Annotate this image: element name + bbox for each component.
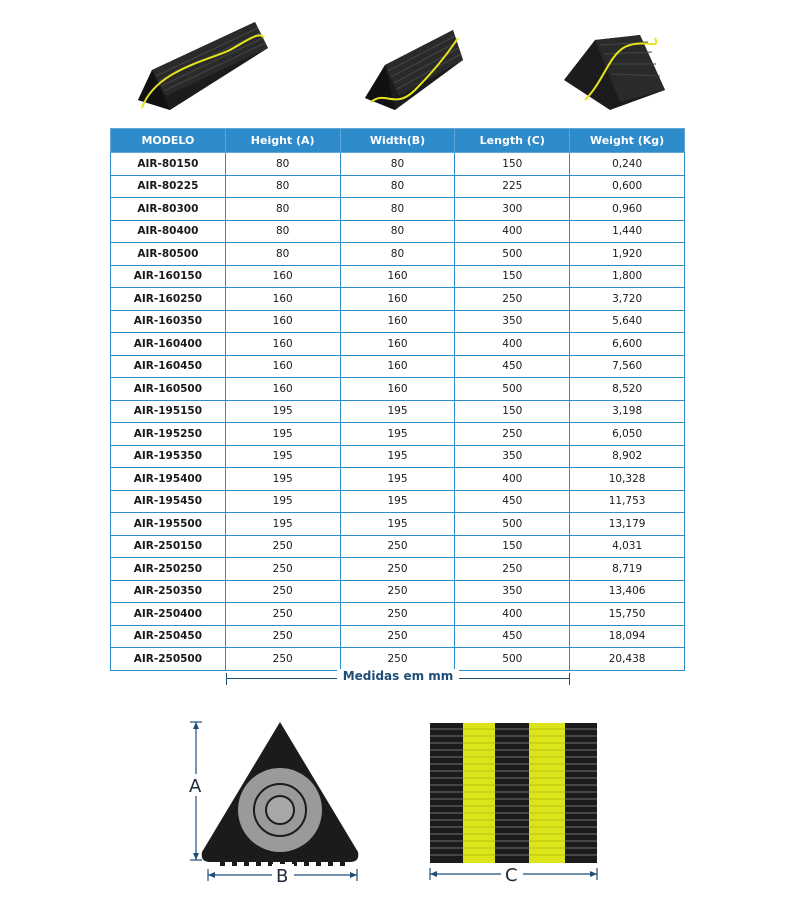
cell-width: 250 (340, 558, 455, 581)
cell-length: 450 (455, 490, 570, 513)
cell-width: 250 (340, 580, 455, 603)
cell-length: 400 (455, 333, 570, 356)
cell-model: AIR-195250 (111, 423, 226, 446)
cell-width: 80 (340, 153, 455, 176)
column-header-weight: Weight (Kg) (570, 129, 685, 153)
cell-width: 80 (340, 175, 455, 198)
table-row (111, 468, 685, 491)
cell-height: 160 (225, 355, 340, 378)
table-body (111, 153, 685, 671)
table-row (111, 175, 685, 198)
cell-weight: 11,753 (570, 490, 685, 513)
cell-width: 80 (340, 220, 455, 243)
cell-weight: 1,920 (570, 243, 685, 266)
cell-model: AIR-160500 (111, 378, 226, 401)
cell-length: 250 (455, 288, 570, 311)
table-row (111, 378, 685, 401)
cell-weight: 5,640 (570, 310, 685, 333)
cell-height: 195 (225, 513, 340, 536)
cell-weight: 4,031 (570, 535, 685, 558)
cell-model: AIR-250350 (111, 580, 226, 603)
cell-model: AIR-160350 (111, 310, 226, 333)
cell-model: AIR-80300 (111, 198, 226, 221)
table-row (111, 333, 685, 356)
cell-width: 195 (340, 513, 455, 536)
cell-weight: 15,750 (570, 603, 685, 626)
cell-weight: 13,406 (570, 580, 685, 603)
table-row (111, 198, 685, 221)
wheel-chock-long-image (130, 10, 280, 115)
cell-length: 225 (455, 175, 570, 198)
cell-length: 300 (455, 198, 570, 221)
cell-height: 80 (225, 198, 340, 221)
cell-length: 450 (455, 355, 570, 378)
table-row (111, 558, 685, 581)
dimension-c-label: C (505, 865, 518, 886)
cell-weight: 8,902 (570, 445, 685, 468)
cell-height: 80 (225, 153, 340, 176)
cell-length: 400 (455, 603, 570, 626)
table-row (111, 490, 685, 513)
cell-height: 195 (225, 445, 340, 468)
cell-weight: 8,520 (570, 378, 685, 401)
cell-weight: 18,094 (570, 625, 685, 648)
cell-width: 195 (340, 468, 455, 491)
cell-length: 150 (455, 400, 570, 423)
product-images (0, 10, 794, 120)
cell-height: 250 (225, 558, 340, 581)
cell-height: 250 (225, 580, 340, 603)
cell-height: 160 (225, 378, 340, 401)
cell-model: AIR-195350 (111, 445, 226, 468)
cell-height: 250 (225, 603, 340, 626)
cell-length: 150 (455, 153, 570, 176)
cell-width: 160 (340, 288, 455, 311)
cell-weight: 7,560 (570, 355, 685, 378)
cell-weight: 6,050 (570, 423, 685, 446)
cell-height: 160 (225, 310, 340, 333)
cell-length: 350 (455, 310, 570, 333)
cell-length: 400 (455, 220, 570, 243)
cell-height: 195 (225, 400, 340, 423)
cell-model: AIR-160150 (111, 265, 226, 288)
cell-width: 160 (340, 378, 455, 401)
cell-length: 500 (455, 513, 570, 536)
column-header-height: Height (A) (225, 129, 340, 153)
cell-width: 250 (340, 625, 455, 648)
cell-width: 195 (340, 445, 455, 468)
cell-length: 450 (455, 625, 570, 648)
cell-width: 250 (340, 603, 455, 626)
cell-length: 250 (455, 423, 570, 446)
table-header-row (111, 129, 685, 153)
column-header-model: MODELO (111, 129, 226, 153)
cell-model: AIR-250400 (111, 603, 226, 626)
length-view-diagram (425, 720, 605, 892)
cell-model: AIR-80400 (111, 220, 226, 243)
cell-height: 195 (225, 423, 340, 446)
cell-weight: 1,800 (570, 265, 685, 288)
cell-model: AIR-250500 (111, 648, 226, 671)
cell-height: 160 (225, 288, 340, 311)
cell-height: 250 (225, 625, 340, 648)
cell-length: 250 (455, 558, 570, 581)
cell-weight: 1,440 (570, 220, 685, 243)
cell-length: 350 (455, 580, 570, 603)
cell-height: 80 (225, 220, 340, 243)
cell-model: AIR-195150 (111, 400, 226, 423)
cell-height: 195 (225, 490, 340, 513)
table-row (111, 220, 685, 243)
table-row (111, 445, 685, 468)
cell-width: 80 (340, 243, 455, 266)
dimension-b-label: B (276, 866, 289, 887)
column-header-length: Length (C) (455, 129, 570, 153)
cell-height: 250 (225, 535, 340, 558)
cell-model: AIR-250150 (111, 535, 226, 558)
cell-width: 80 (340, 198, 455, 221)
cell-length: 350 (455, 445, 570, 468)
table-row (111, 535, 685, 558)
cell-length: 150 (455, 535, 570, 558)
table-row (111, 243, 685, 266)
cell-weight: 3,720 (570, 288, 685, 311)
cell-width: 160 (340, 355, 455, 378)
table-row (111, 580, 685, 603)
specification-table (110, 128, 685, 671)
cell-width: 195 (340, 400, 455, 423)
table-row (111, 423, 685, 446)
cell-weight: 0,240 (570, 153, 685, 176)
cell-length: 500 (455, 378, 570, 401)
cell-weight: 0,600 (570, 175, 685, 198)
cell-model: AIR-160250 (111, 288, 226, 311)
cell-model: AIR-195450 (111, 490, 226, 513)
wheel-chock-short-image (560, 10, 670, 115)
table-row (111, 648, 685, 671)
cell-model: AIR-195500 (111, 513, 226, 536)
cell-height: 160 (225, 265, 340, 288)
cell-width: 160 (340, 265, 455, 288)
cell-model: AIR-160450 (111, 355, 226, 378)
cell-length: 500 (455, 648, 570, 671)
cell-model: AIR-160400 (111, 333, 226, 356)
cell-length: 400 (455, 468, 570, 491)
cell-weight: 6,600 (570, 333, 685, 356)
table-row (111, 355, 685, 378)
table-row (111, 288, 685, 311)
table-row (111, 153, 685, 176)
cell-height: 195 (225, 468, 340, 491)
cell-model: AIR-80500 (111, 243, 226, 266)
cell-width: 250 (340, 648, 455, 671)
cell-width: 160 (340, 333, 455, 356)
cell-model: AIR-195400 (111, 468, 226, 491)
cell-height: 80 (225, 175, 340, 198)
column-header-width: Width(B) (340, 129, 455, 153)
cell-weight: 0,960 (570, 198, 685, 221)
dimension-a-label: A (189, 776, 202, 797)
units-label: Medidas em mm (337, 669, 460, 683)
cell-weight: 10,328 (570, 468, 685, 491)
table-row (111, 603, 685, 626)
table-row (111, 400, 685, 423)
cell-model: AIR-80150 (111, 153, 226, 176)
cell-width: 160 (340, 310, 455, 333)
cell-length: 150 (455, 265, 570, 288)
cell-width: 195 (340, 490, 455, 513)
table-row (111, 625, 685, 648)
cell-model: AIR-80225 (111, 175, 226, 198)
units-note (226, 669, 570, 689)
cell-height: 250 (225, 648, 340, 671)
cross-section-diagram (180, 712, 375, 892)
cell-model: AIR-250250 (111, 558, 226, 581)
wheel-chock-medium-image (355, 10, 475, 115)
table-row (111, 265, 685, 288)
table-row (111, 310, 685, 333)
cell-height: 160 (225, 333, 340, 356)
cell-width: 195 (340, 423, 455, 446)
cell-model: AIR-250450 (111, 625, 226, 648)
cell-width: 250 (340, 535, 455, 558)
cell-weight: 13,179 (570, 513, 685, 536)
cell-weight: 8,719 (570, 558, 685, 581)
cell-length: 500 (455, 243, 570, 266)
cell-height: 80 (225, 243, 340, 266)
table-row (111, 513, 685, 536)
cell-weight: 3,198 (570, 400, 685, 423)
cell-weight: 20,438 (570, 648, 685, 671)
